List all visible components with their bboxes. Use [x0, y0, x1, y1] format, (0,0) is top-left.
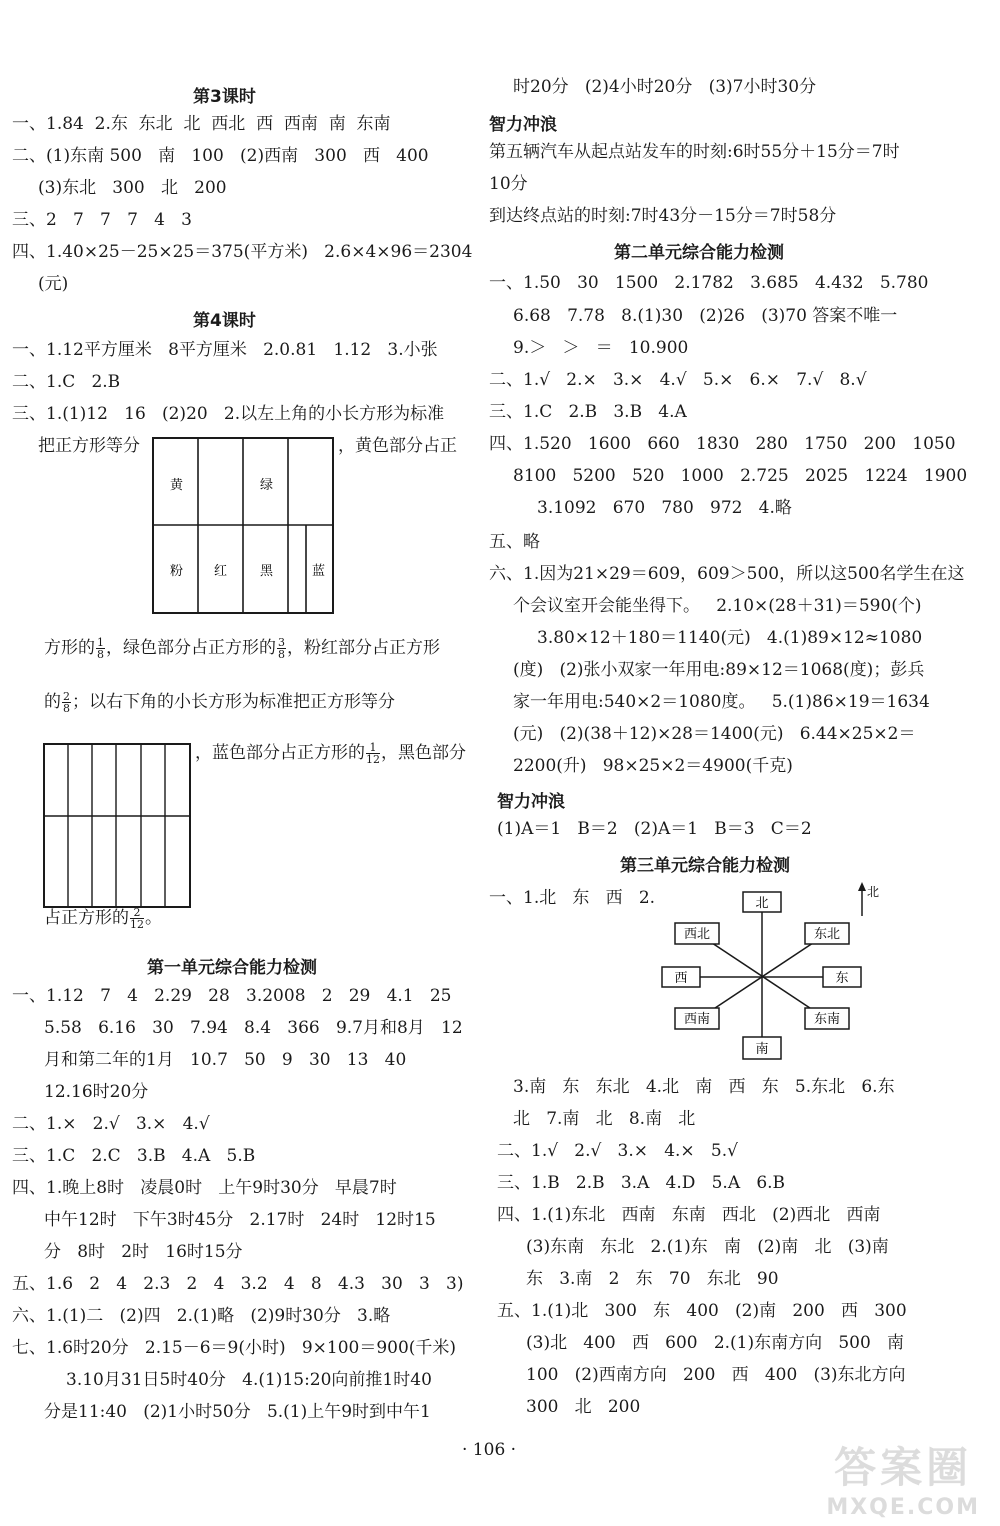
u3-line-11: 100 (2)西南方向 200 西 400 (3)东北方向: [526, 1365, 906, 1385]
u3-line-8: 东 3.南 2 东 70 东北 90: [526, 1269, 779, 1289]
u1-line-9: 分 8时 2时 16时15分: [44, 1242, 243, 1262]
r-cont-line-1: 时20分 (2)4小时20分 (3)7小时30分: [513, 77, 817, 97]
u2-line-8: 3.1092 670 780 972 4.略: [537, 498, 792, 518]
u1-line-10: 五、1.6 2 4 2.3 2 4 3.2 4 8 4.3 30 3 3): [12, 1274, 464, 1294]
grid-label-red: 红: [214, 564, 228, 579]
l4-line-7: 的 $\frac{2}{8}$ ；以右下角的小长方形为标准把正方形等分: [44, 690, 395, 715]
grid-label-blue: 蓝: [312, 564, 326, 579]
u3-line-3: 北 7.南 北 8.南 北: [513, 1109, 696, 1129]
u2-line-16: 2200(升) 98×25×2＝4900(千克): [513, 756, 793, 776]
compass-southeast-label: 东南: [813, 1012, 841, 1027]
l3-line-4: 三、2 7 7 7 4 3: [12, 210, 192, 230]
u2-line-9: 五、略: [489, 532, 540, 552]
l3-line-2: 二、(1)东南 500 南 100 (2)西南 300 西 400: [12, 146, 429, 166]
l4-line-4: 把正方形等分: [38, 436, 140, 456]
u2-line-4: 二、1.√ 2.× 3.× 4.√ 5.× 6.× 7.√ 8.√: [489, 370, 867, 390]
u2-line-1: 一、1.50 30 1500 2.1782 3.685 4.432 5.780: [489, 273, 929, 293]
compass-diagram: [655, 880, 890, 1066]
l3-line-5: 四、1.40×25－25×25＝375(平方米) 2.6×4×96＝2304: [12, 242, 473, 262]
u2-line-11: 个会议室开会能坐得下。 2.10×(28＋31)＝590(个): [513, 596, 922, 616]
grid-label-black: 黑: [260, 564, 274, 579]
u2-line-15: (元) (2)(38＋12)×28＝1400(元) 6.44×25×2＝: [513, 724, 916, 744]
u2-line-14: 家一年用电:540×2＝1080度。 5.(1)86×19＝1634: [513, 692, 930, 712]
u3-line-6: 四、1.(1)东北 西南 东南 西北 (2)西北 西南: [497, 1205, 881, 1225]
u1-line-8: 中午12时 下午3时45分 2.17时 24时 12时15: [44, 1210, 436, 1230]
u3-line-4: 二、1.√ 2.√ 3.× 4.× 5.√: [497, 1141, 738, 1161]
watermark: [826, 1435, 980, 1520]
brain-wave-title-1: 智力冲浪: [489, 115, 557, 135]
lesson-4-title: 第4课时: [193, 311, 256, 331]
u2-line-10: 六、1.因为21×29＝609，609＞500，所以这500名学生在这: [489, 564, 965, 584]
u1-line-5: 二、1.× 2.√ 3.× 4.√: [12, 1114, 210, 1134]
u2-line-6: 四、1.520 1600 660 1830 280 1750 200 1050: [489, 434, 956, 454]
l3-line-1: 一、1.84 2.东 东北 北 西北 西 西南 南 东南: [12, 114, 391, 134]
l3-line-3: (3)东北 300 北 200: [38, 178, 227, 198]
l3-line-6: (元): [38, 274, 69, 294]
u1-line-6: 三、1.C 2.C 3.B 4.A 5.B: [12, 1146, 256, 1166]
u1-line-7: 四、1.晚上8时 凌晨0时 上午9时30分 早晨7时: [12, 1178, 397, 1198]
fraction-1-8: $\frac{1}{8}$: [97, 636, 104, 661]
u2-line-3: 9.＞ ＞ ＝ 10.900: [513, 338, 689, 358]
u3-line-2: 3.南 东 东北 4.北 南 西 东 5.东北 6.东: [513, 1077, 895, 1097]
compass-southwest-label: 西南: [683, 1012, 711, 1027]
compass-east-label: 东: [835, 971, 849, 986]
compass-west-label: 西: [674, 971, 688, 986]
r-cont-line-2: 第五辆汽车从起点站发车的时刻:6时55分＋15分＝7时: [489, 142, 900, 162]
u3-line-12: 300 北 200: [526, 1397, 641, 1417]
u1-line-3: 月和第二年的1月 10.7 50 9 30 13 40: [44, 1050, 407, 1070]
u1-line-12: 七、1.6时20分 2.15－6＝9(小时) 9×100＝900(千米): [12, 1338, 457, 1358]
u1-line-1: 一、1.12 7 4 2.29 28 3.2008 2 29 4.1 25: [12, 986, 452, 1006]
l4-line-9: 占正方形的 $\frac{2}{12}$ 。: [44, 906, 162, 931]
watermark-logo-text: 答案圈: [834, 1443, 973, 1492]
unit-1-title: 第一单元综合能力检测: [147, 958, 317, 978]
u3-line-10: (3)北 400 西 600 2.(1)东南方向 500 南: [526, 1333, 904, 1353]
fraction-1-12: $\frac{1}{12}$: [366, 741, 380, 766]
u2-line-13: (度) (2)张小双家一年用电:89×12＝1068(度)；彭兵: [513, 660, 925, 680]
u2-line-7: 8100 5200 520 1000 2.725 2025 1224 1900: [513, 466, 968, 486]
u1-line-14: 分是11:40 (2)1小时50分 5.(1)上午9时到中午1: [44, 1402, 431, 1422]
compass-north-label: 北: [755, 896, 769, 911]
watermark-url: MXQE.COM: [826, 1495, 980, 1520]
u2-line-2: 6.68 7.78 8.(1)30 (2)26 (3)70 答案不唯一: [513, 306, 898, 326]
l4-line-5: ，黄色部分占正: [338, 436, 457, 456]
l4-line-6: 方形的 $\frac{1}{8}$ ，绿色部分占正方形的 $\frac{3}{8}$ ，粉红部分占正方形: [44, 636, 440, 661]
compass-northwest-label: 西北: [683, 927, 711, 942]
brain-wave-title-2: 智力冲浪: [497, 792, 565, 812]
u2-line-12: 3.80×12＋180＝1140(元) 4.(1)89×12≈1080: [537, 628, 923, 648]
north-arrow-label: 北: [867, 885, 880, 899]
fraction-3-8: $\frac{3}{8}$: [278, 636, 285, 661]
fraction-2-8: $\frac{2}{8}$: [63, 690, 70, 715]
u3-line-9: 五、1.(1)北 300 东 400 (2)南 200 西 300: [497, 1301, 907, 1321]
l4-line-2: 二、1.C 2.B: [12, 372, 121, 392]
u3-line-1: 一、1.北 东 西 2.: [489, 888, 656, 908]
l4-line-3: 三、1.(1)12 16 (2)20 2.以左上角的小长方形为标准: [12, 404, 445, 424]
lesson-3-title: 第3课时: [193, 87, 256, 107]
grid-label-pink: 粉: [170, 564, 184, 579]
r-cont-line-3: 10分: [489, 174, 528, 194]
grid-label-yellow: 黄: [170, 478, 184, 493]
page-number: · 106 ·: [462, 1440, 517, 1460]
fraction-2-12: $\frac{2}{12}$: [130, 906, 144, 931]
grid-label-green: 绿: [260, 478, 274, 493]
l4-line-8: ，蓝色部分占正方形的 $\frac{1}{12}$ ，黑色部分: [195, 741, 466, 766]
u1-line-13: 3.10月31日5时40分 4.(1)15:20向前推1时40: [66, 1370, 432, 1390]
compass-northeast-label: 东北: [813, 927, 841, 942]
u2-line-5: 三、1.C 2.B 3.B 4.A: [489, 402, 687, 422]
unit-2-title: 第二单元综合能力检测: [614, 243, 784, 263]
u3-line-5: 三、1.B 2.B 3.A 4.D 5.A 6.B: [497, 1173, 786, 1193]
u1-line-4: 12.16时20分: [44, 1082, 149, 1102]
u2-line-17: (1)A＝1 B＝2 (2)A＝1 B＝3 C＝2: [497, 819, 812, 839]
compass-south-label: 南: [755, 1042, 769, 1057]
u3-line-7: (3)东南 东北 2.(1)东 南 (2)南 北 (3)南: [526, 1237, 889, 1257]
u1-line-11: 六、1.(1)二 (2)四 2.(1)略 (2)9时30分 3.略: [12, 1306, 391, 1326]
square-grid-figure-2: [43, 743, 193, 909]
r-cont-line-4: 到达终点站的时刻:7时43分－15分＝7时58分: [489, 206, 837, 226]
u1-line-2: 5.58 6.16 30 7.94 8.4 366 9.7月和8月 12: [44, 1018, 463, 1038]
square-grid-figure-1: [152, 437, 336, 615]
unit-3-title: 第三单元综合能力检测: [620, 856, 790, 876]
l4-line-1: 一、1.12平方厘米 8平方厘米 2.0.81 1.12 3.小张: [12, 340, 438, 360]
